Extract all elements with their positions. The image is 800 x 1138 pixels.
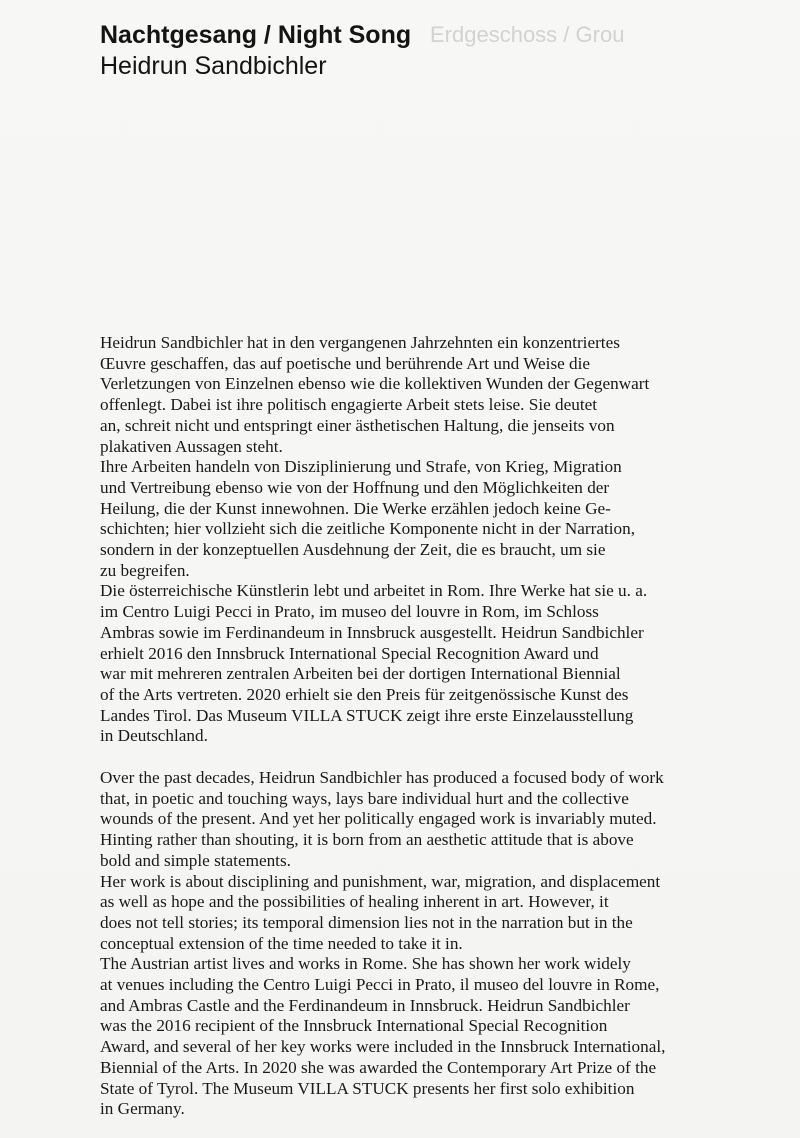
- english-text-line: bold and simple statements.: [100, 850, 291, 870]
- german-text-line: Œuvre geschaffen, das auf poetische und berührende Art und Weise die: [100, 353, 591, 373]
- english-text-line: Hinting rather than shouting, it is born from an aesthetic attitude that is above: [100, 830, 634, 850]
- german-text-line: im Centro Luigi Pecci in Prato, im museo del louvre in Rom, im Schloss: [100, 602, 599, 622]
- german-text-line: offenlegt. Dabei ist ihre politisch engagierte Arbeit stets leise. Sie deutet: [100, 395, 598, 415]
- german-text-line: Heilung, die der Kunst innewohnen. Die Werke erzählen jedoch keine Ge-: [100, 498, 611, 518]
- german-text-line: plakativen Aussagen steht.: [100, 436, 283, 456]
- german-text-line: und Vertreibung ebenso wie von der Hoffnung und den Möglichkeiten der: [100, 477, 610, 497]
- german-text-line: in Deutschland.: [100, 726, 208, 746]
- german-text-line: of the Arts vertreten. 2020 erhielt sie den Preis für zeitgenössische Kunst des: [100, 684, 629, 704]
- german-text-line: Ambras sowie im Ferdinandeum in Innsbruck ausgestellt. Heidrun Sandbichler: [100, 622, 644, 642]
- exhibition-title: Nachtgesang / Night Song: [100, 21, 412, 49]
- german-text-line: schichten; hier vollzieht sich die zeitliche Komponente nicht in der Narration,: [100, 519, 636, 539]
- german-text-line: Verletzungen von Einzelnen ebenso wie die kollektiven Wunden der Gegenwart: [100, 374, 650, 394]
- english-text-line: that, in poetic and touching ways, lays bare individual hurt and the collective: [100, 788, 629, 808]
- german-text-block: [100, 333, 740, 747]
- english-text-line: does not tell stories; its temporal dimension lies not in the narration but in the: [100, 912, 633, 932]
- german-text-line: Heidrun Sandbichler hat in den vergangenen Jahrzehnten ein konzentriertes: [100, 333, 620, 352]
- english-text-block: [100, 768, 740, 1120]
- english-text-line: Over the past decades, Heidrun Sandbichler has produced a focused body of work: [100, 768, 664, 787]
- document-header: [100, 20, 720, 80]
- english-text-line: as well as hope and the possibilities of healing inherent in art. However, it: [100, 892, 609, 912]
- german-text-line: erhielt 2016 den Innsbruck International Special Recognition Award und: [100, 643, 599, 663]
- english-text-line: Her work is about disciplining and punishment, war, migration, and displacement: [100, 871, 661, 891]
- show-through-text: Erdgeschoss / Grou: [430, 22, 625, 47]
- english-text-line: Biennial of the Arts. In 2020 she was awarded the Contemporary Art Prize of the: [100, 1057, 657, 1077]
- english-text-line: conceptual extension of the time needed to take it in.: [100, 933, 463, 953]
- german-text-line: Landes Tirol. Das Museum VILLA STUCK zeigt ihre erste Einzelausstellung: [100, 705, 634, 725]
- german-text-line: sondern in der konzeptuellen Ausdehnung der Zeit, die es braucht, um sie: [100, 540, 606, 560]
- english-text-line: and Ambras Castle and the Ferdinandeum in Innsbruck. Heidrun Sandbichler: [100, 995, 630, 1015]
- english-text-line: was the 2016 recipient of the Innsbruck International Special Recognition: [100, 1016, 608, 1036]
- german-text-line: Die österreichische Künstlerin lebt und arbeitet in Rom. Ihre Werke hat sie u. a.: [100, 581, 648, 601]
- english-text-line: wounds of the present. And yet her politically engaged work is invariably muted.: [100, 809, 657, 829]
- german-text-line: Ihre Arbeiten handeln von Disziplinierung und Strafe, von Krieg, Migration: [100, 457, 622, 477]
- german-text-line: war mit mehreren zentralen Arbeiten bei der dortigen International Biennial: [100, 664, 621, 684]
- german-text-line: an, schreit nicht und entspringt einer ästhetischen Haltung, die jenseits von: [100, 415, 615, 435]
- english-text-line: State of Tyrol. The Museum VILLA STUCK presents her first solo exhibition: [100, 1078, 635, 1098]
- english-text-line: The Austrian artist lives and works in Rome. She has shown her work widely: [100, 954, 631, 974]
- english-text-line: Award, and several of her key works were included in the Innsbruck International,: [100, 1037, 666, 1057]
- english-text-line: in Germany.: [100, 1099, 185, 1119]
- german-text-line: zu begreifen.: [100, 560, 190, 580]
- english-text-line: at venues including the Centro Luigi Pecci in Prato, il museo del louvre in Rome,: [100, 975, 660, 995]
- artist-name: Heidrun Sandbichler: [100, 52, 327, 80]
